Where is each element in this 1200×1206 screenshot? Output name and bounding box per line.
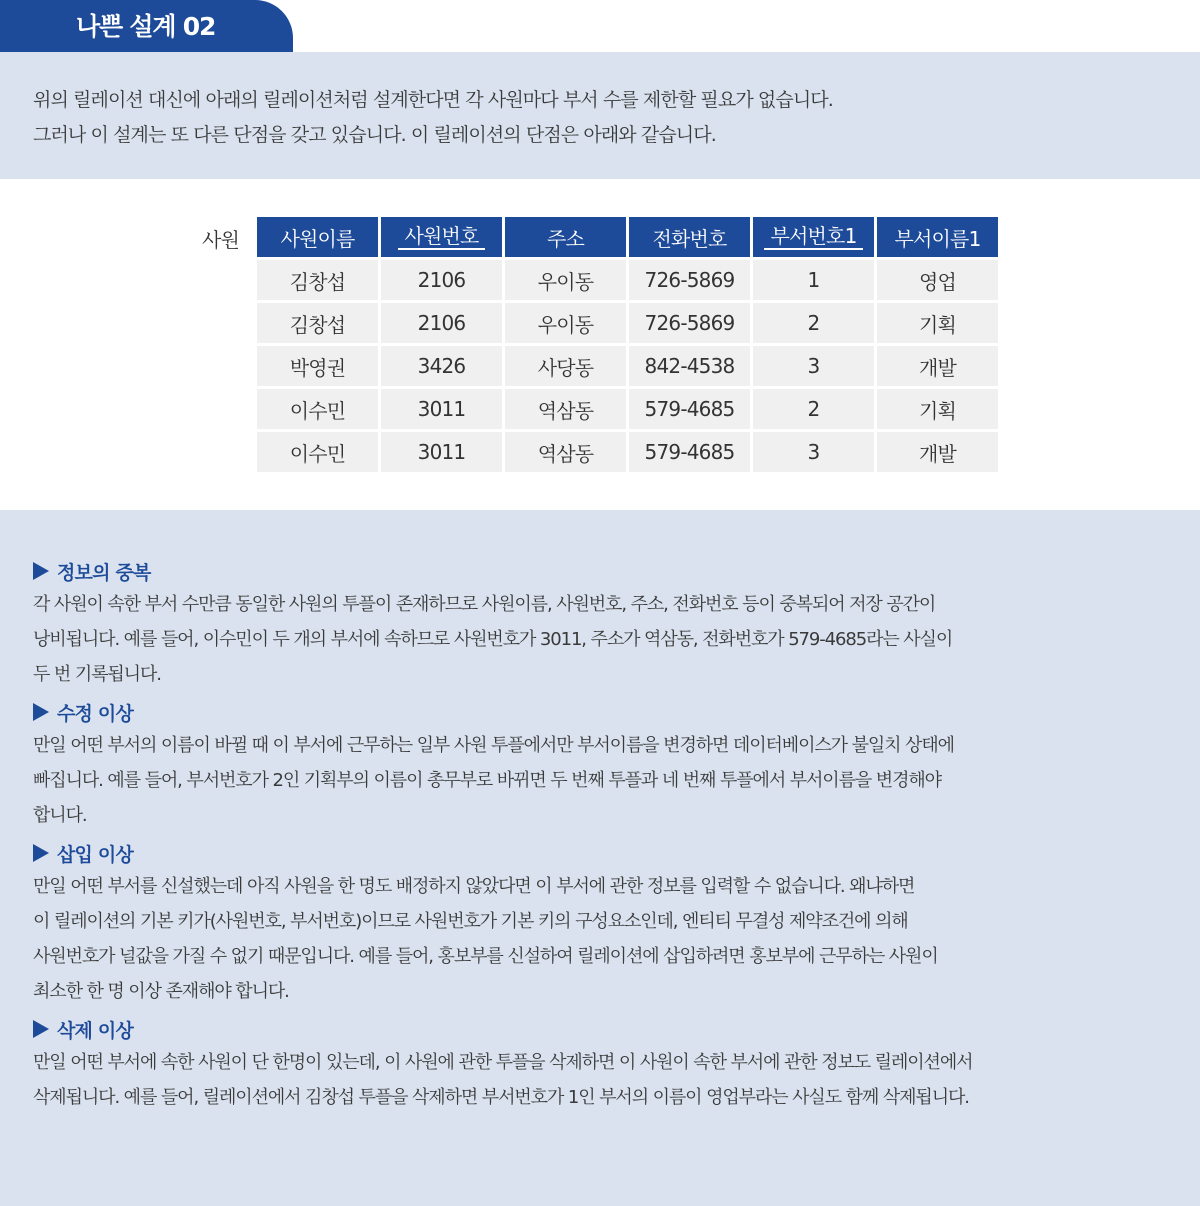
intro-line: 위의 릴레이션 대신에 아래의 릴레이션처럼 설계한다면 각 사원마다 부서 수를 제한할 필요가 없습니다. (33, 89, 833, 111)
section-title: 삽입 이상 (57, 843, 134, 866)
table-row (257, 346, 998, 386)
header-phone: 전화번호 (629, 217, 750, 257)
triangle-right-icon (33, 844, 49, 862)
table-header-row (257, 217, 998, 257)
cell-name: 김창섭 (257, 260, 378, 300)
section-line: 합니다. (33, 805, 87, 826)
cell-name: 박영권 (257, 346, 378, 386)
section-title: 삭제 이상 (57, 1019, 134, 1042)
cell-address: 우이동 (505, 260, 626, 300)
cell-address: 우이동 (505, 303, 626, 343)
header-dept-name: 부서이름1 (877, 217, 998, 257)
section-title: 수정 이상 (57, 702, 134, 725)
section-line: 빠집니다. 예를 들어, 부서번호가 2인 기획부의 이름이 총무부로 바뀌면 두 번째 투플과 네 번째 투플에서 부서이름을 변경해야 (33, 770, 941, 791)
section-line: 두 번 기록됩니다. (33, 664, 161, 685)
intro-line: 그러나 이 설계는 또 다른 단점을 갖고 있습니다. 이 릴레이션의 단점은 아래와 같습니다. (33, 124, 716, 146)
intro-panel (0, 52, 1200, 179)
triangle-right-icon (33, 562, 49, 580)
header-address: 주소 (505, 217, 626, 257)
cell-phone: 726-5869 (629, 260, 750, 300)
section-line: 삭제됩니다. 예를 들어, 릴레이션에서 김창섭 투플을 삭제하면 부서번호가 1인 부서의 이름이 영업부라는 사실도 함께 삭제됩니다. (33, 1087, 969, 1108)
section-line: 만일 어떤 부서를 신설했는데 아직 사원을 한 명도 배정하지 않았다면 이 부서에 관한 정보를 입력할 수 없습니다. 왜냐하면 (33, 876, 915, 897)
cell-dept-name: 기획 (877, 389, 998, 429)
section-line: 사원번호가 널값을 가질 수 없기 때문입니다. 예를 들어, 홍보부를 신설하여 릴레이션에 삽입하려면 홍보부에 근무하는 사원이 (33, 946, 938, 967)
cell-address: 역삼동 (505, 389, 626, 429)
section-delete-anomaly (33, 1013, 1200, 1115)
cell-dept-name: 기획 (877, 303, 998, 343)
cell-phone: 579-4685 (629, 389, 750, 429)
table-row (257, 260, 998, 300)
section-line: 낭비됩니다. 예를 들어, 이수민이 두 개의 부서에 속하므로 사원번호가 3011, 주소가 역삼동, 전화번호가 579-4685라는 사실이 (33, 629, 953, 650)
cell-dept-number: 3 (753, 432, 874, 472)
cell-phone: 842-4538 (629, 346, 750, 386)
header-employee-number-key: 사원번호 (381, 217, 502, 257)
header-dept-number-key: 부서번호1 (753, 217, 874, 257)
cell-dept-number: 2 (753, 389, 874, 429)
cell-dept-number: 3 (753, 346, 874, 386)
section-line: 만일 어떤 부서에 속한 사원이 단 한명이 있는데, 이 사원에 관한 투플을 삭제하면 이 사원이 속한 부서에 관한 정보도 릴레이션에서 (33, 1052, 973, 1073)
cell-number: 2106 (381, 260, 502, 300)
triangle-right-icon (33, 1020, 49, 1038)
table-row (257, 303, 998, 343)
cell-dept-name: 영업 (877, 260, 998, 300)
section-title: 정보의 중복 (57, 561, 151, 584)
header-employee-name: 사원이름 (257, 217, 378, 257)
cell-name: 김창섭 (257, 303, 378, 343)
section-line: 최소한 한 명 이상 존재해야 합니다. (33, 981, 289, 1002)
cell-phone: 726-5869 (629, 303, 750, 343)
section-insert-anomaly (33, 837, 1200, 1009)
table-row (257, 389, 998, 429)
section-tab-title: 나쁜 설계 02 (0, 0, 293, 52)
triangle-right-icon (33, 703, 49, 721)
anomalies-panel (0, 510, 1200, 1206)
cell-number: 3011 (381, 389, 502, 429)
section-line: 각 사원이 속한 부서 수만큼 동일한 사원의 투플이 존재하므로 사원이름, 사원번호, 주소, 전화번호 등이 중복되어 저장 공간이 (33, 594, 936, 615)
cell-address: 사당동 (505, 346, 626, 386)
cell-dept-number: 1 (753, 260, 874, 300)
cell-number: 3426 (381, 346, 502, 386)
cell-number: 3011 (381, 432, 502, 472)
cell-number: 2106 (381, 303, 502, 343)
cell-phone: 579-4685 (629, 432, 750, 472)
cell-dept-name: 개발 (877, 346, 998, 386)
cell-dept-number: 2 (753, 303, 874, 343)
cell-name: 이수민 (257, 432, 378, 472)
cell-address: 역삼동 (505, 432, 626, 472)
relation-label: 사원 (202, 228, 240, 252)
section-line: 이 릴레이션의 기본 키가(사원번호, 부서번호)이므로 사원번호가 기본 키의 구성요소인데, 엔티티 무결성 제약조건에 의해 (33, 911, 908, 932)
cell-dept-name: 개발 (877, 432, 998, 472)
table-row (257, 432, 998, 472)
section-update-anomaly (33, 696, 1200, 833)
employee-relation-table (254, 214, 1001, 475)
section-line: 만일 어떤 부서의 이름이 바뀔 때 이 부서에 근무하는 일부 사원 투플에서만 부서이름을 변경하면 데이터베이스가 불일치 상태에 (33, 735, 954, 756)
section-redundancy (33, 555, 1200, 692)
cell-name: 이수민 (257, 389, 378, 429)
